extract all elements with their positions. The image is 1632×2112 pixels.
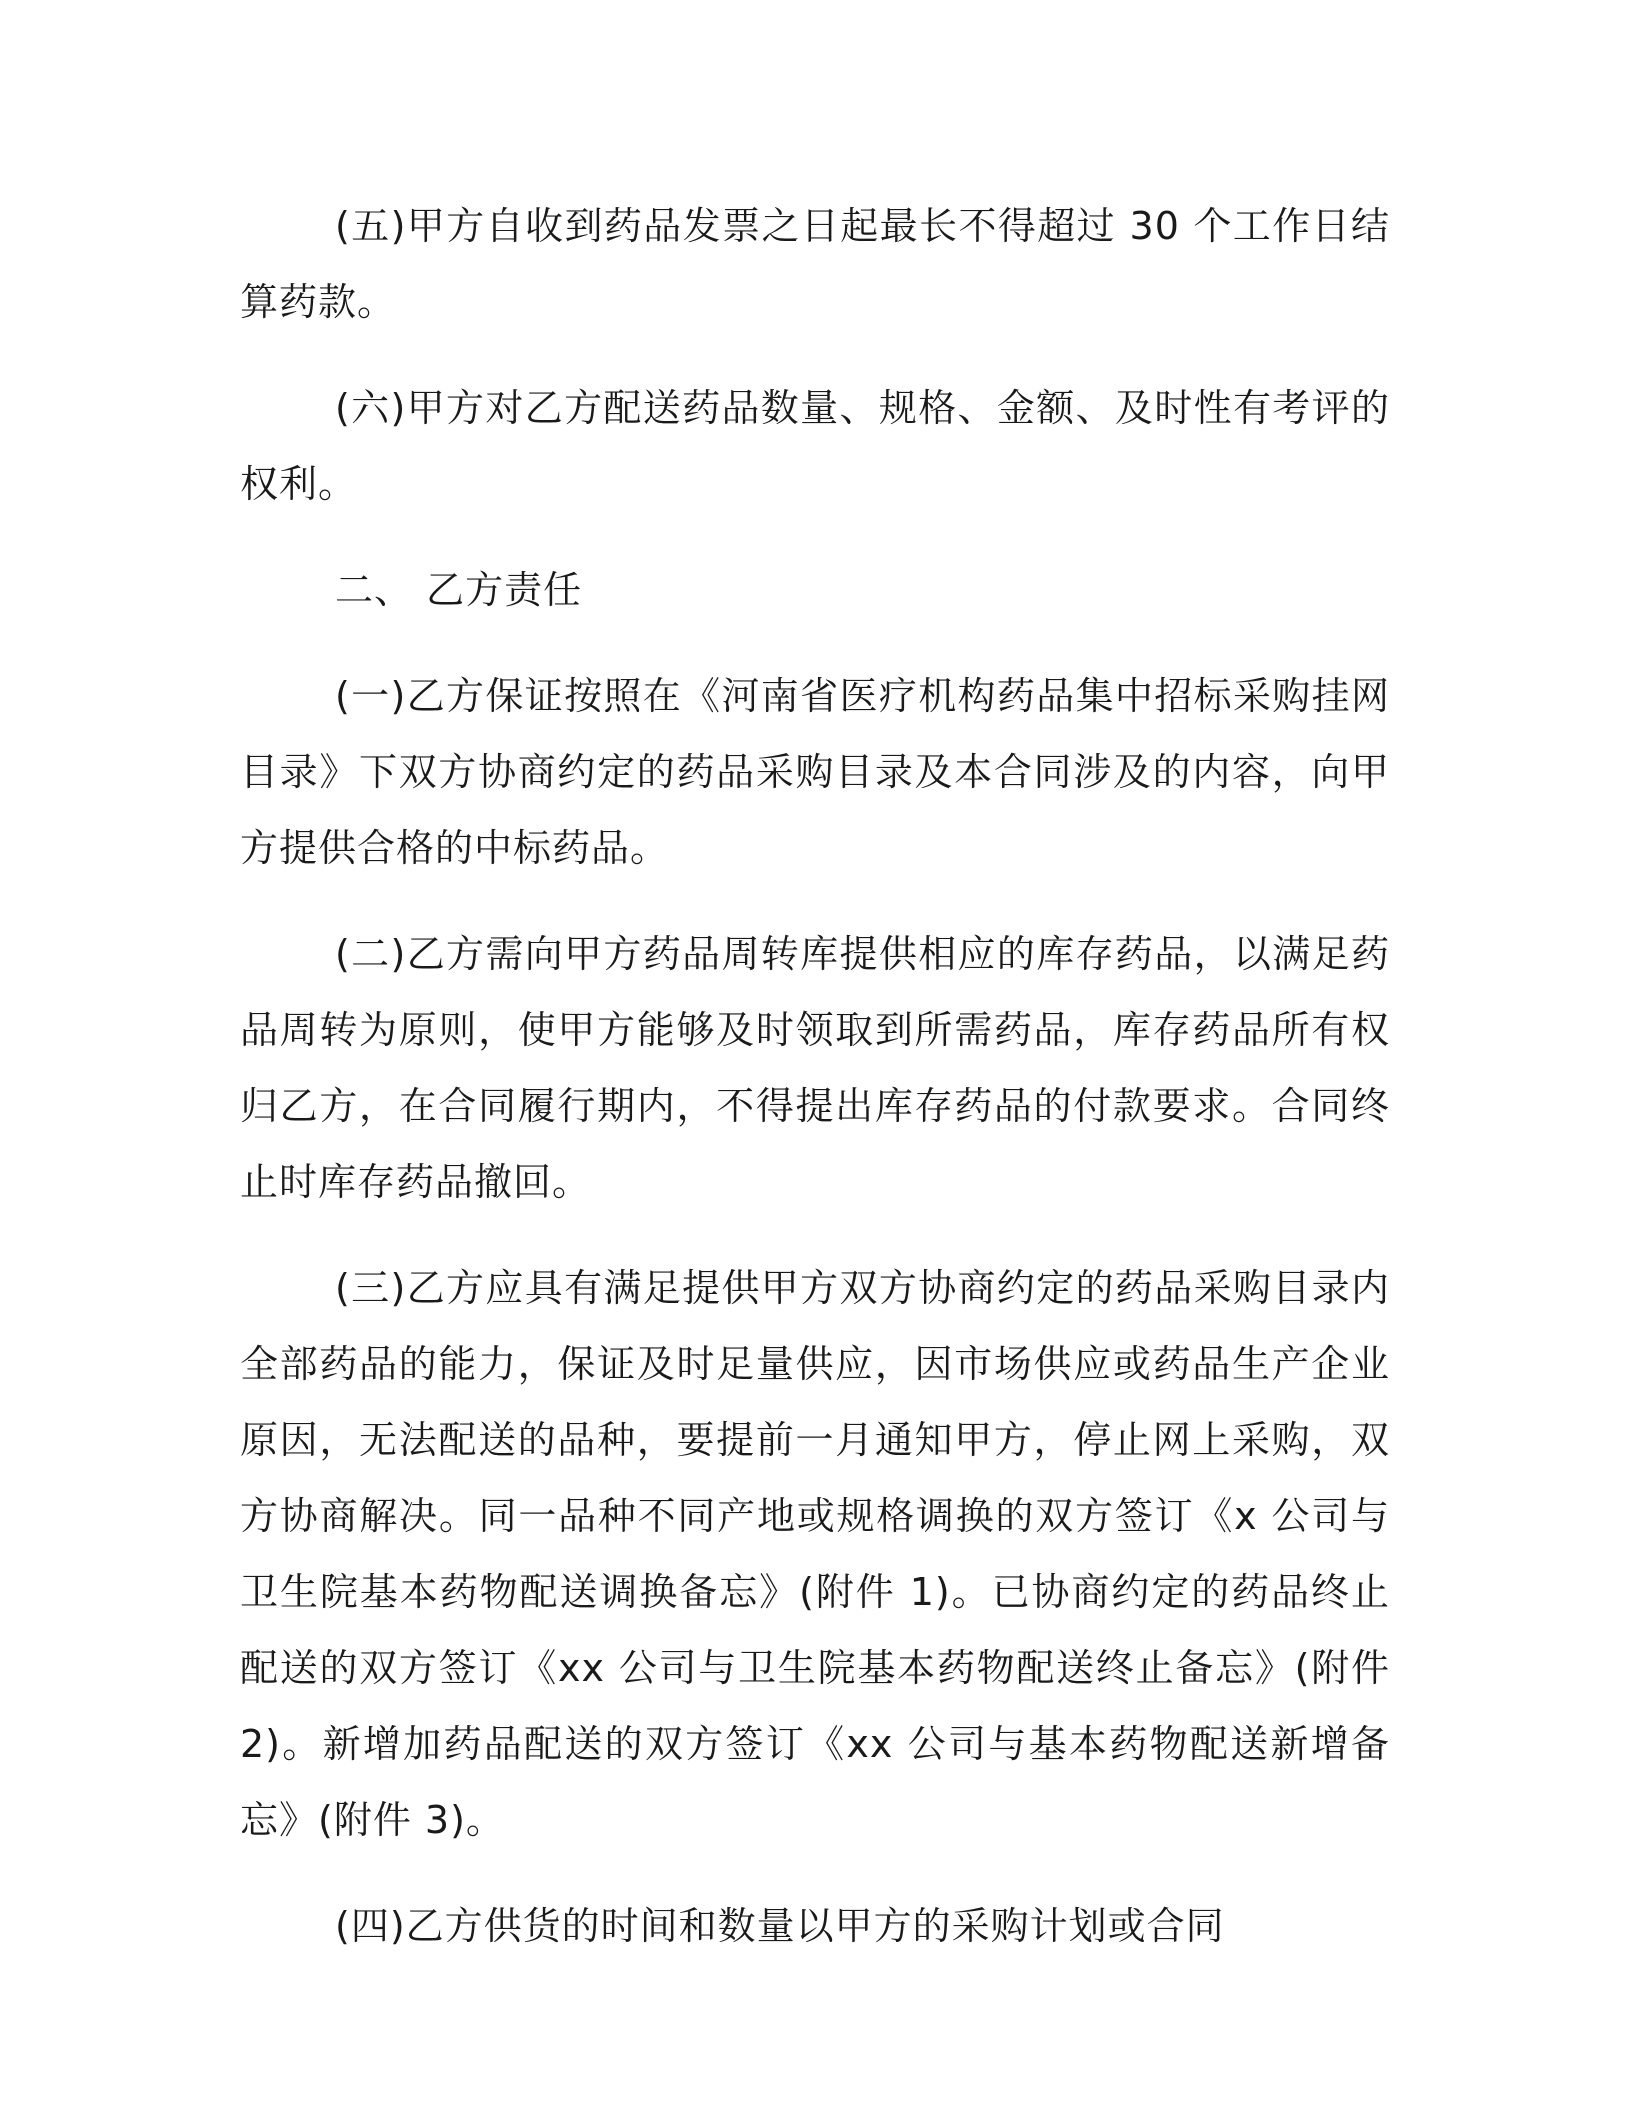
clause-party-a-6: (六)甲方对乙方配送药品数量、规格、金额、及时性有考评的权利。 <box>240 386 1390 506</box>
clause-party-b-2: (二)乙方需向甲方药品周转库提供相应的库存药品，以满足药品周转为原则，使甲方能够及时领取到所需药品，库存药品所有权归乙方，在合同履行期内，不得提出库存药品的付款要求。合同终止时库存药品撤回。 <box>240 932 1390 1204</box>
clause-party-b-3: (三)乙方应具有满足提供甲方双方协商约定的药品采购目录内全部药品的能力，保证及时足量供应，因市场供应或药品生产企业原因，无法配送的品种，要提前一月通知甲方，停止网上采购，双方协商解决。同一品种不同产地或规格调换的双方签订《x 公司与卫生院基本药物配送调换备忘》(附件 1)。已协商约定的药品终止配送的双方签订《xx 公司与卫生院基本药物配送终止备忘》(附件 2)。新增加药品配送的双方签订《xx 公司与基本药物配送新增备忘》(附件 3)。 <box>240 1266 1390 1842</box>
clause-party-b-4: (四)乙方供货的时间和数量以甲方的采购计划或合同 <box>335 1904 1225 1948</box>
clause-party-a-5: (五)甲方自收到药品发票之日起最长不得超过 30 个工作日结算药款。 <box>240 204 1390 324</box>
document-body <box>240 188 1390 1964</box>
section-heading-party-b: 二、 乙方责任 <box>335 568 583 612</box>
clause-party-b-1: (一)乙方保证按照在《河南省医疗机构药品集中招标采购挂网目录》下双方协商约定的药品采购目录及本合同涉及的内容，向甲方提供合格的中标药品。 <box>240 674 1390 870</box>
